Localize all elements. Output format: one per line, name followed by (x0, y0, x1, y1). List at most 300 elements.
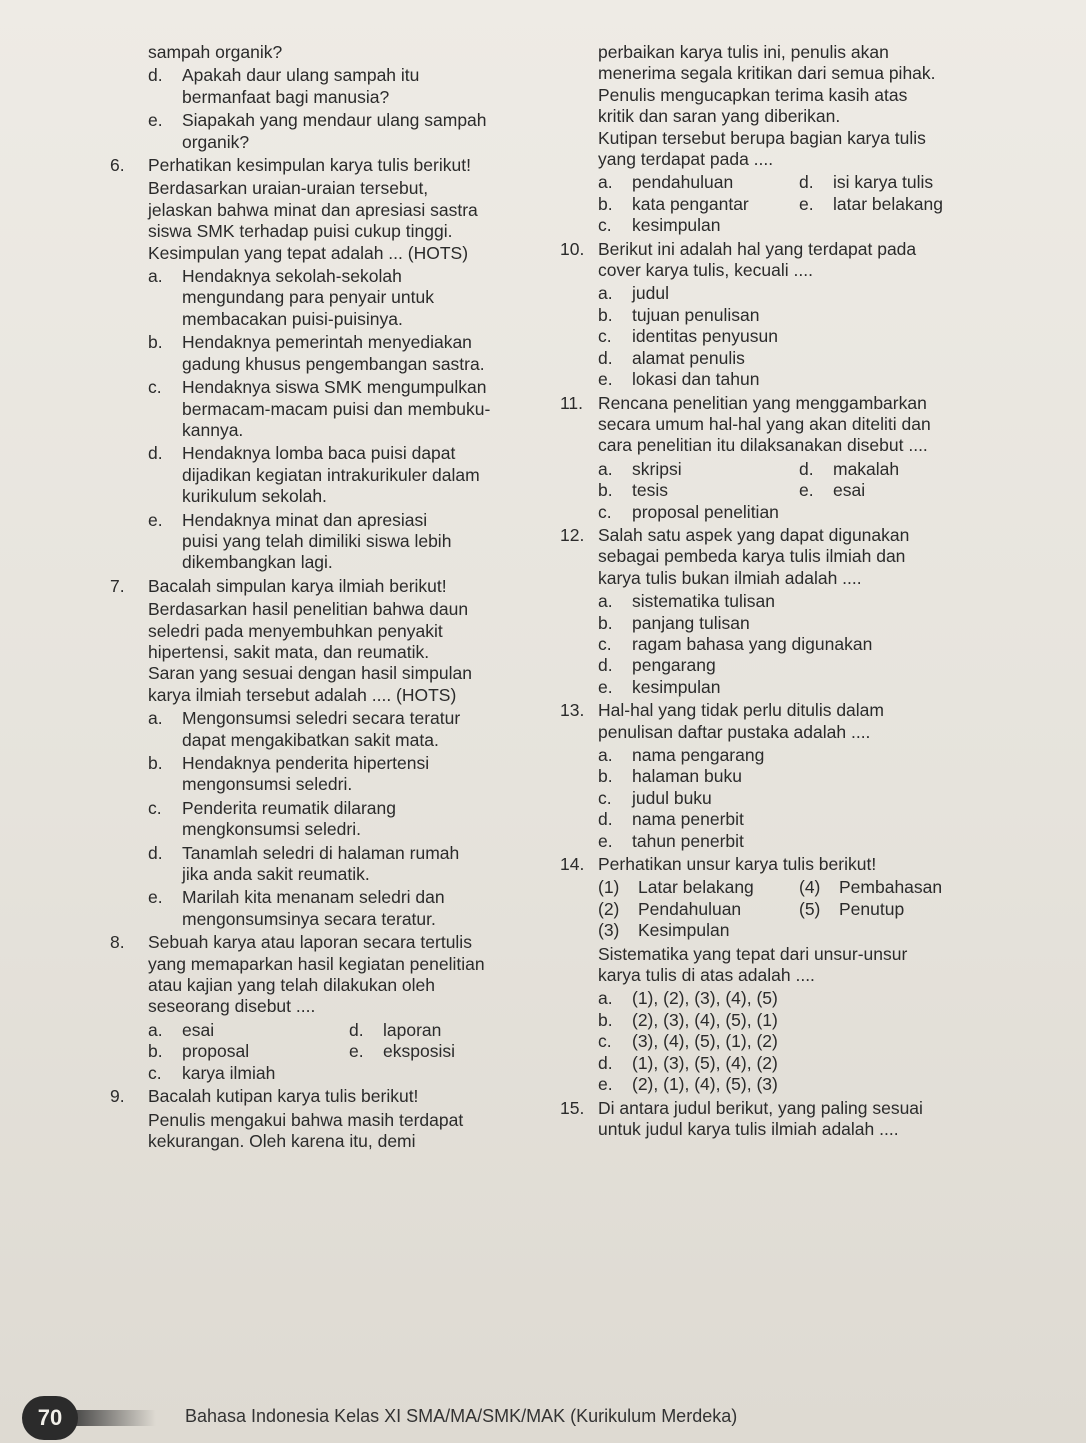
question-text: cover karya tulis, kecuali .... (598, 260, 813, 281)
option-line (598, 1053, 1000, 1074)
option-line (148, 87, 550, 108)
text-line: Penulis mengakui bahwa masih terdapat (148, 1109, 464, 1130)
right-column (560, 42, 1000, 1142)
option-line (148, 798, 550, 819)
block-two (598, 172, 1000, 236)
option-letter: b. (148, 753, 163, 773)
block-opts (598, 988, 1000, 1095)
option-line (148, 753, 550, 774)
option-cell (598, 480, 799, 501)
question-text: atau kajian yang telah dilakukan oleh (148, 975, 436, 996)
block-opt (148, 843, 550, 886)
option-cell (598, 920, 799, 941)
option-letter: a. (148, 266, 163, 287)
option-text: proposal penelitian (632, 501, 779, 522)
question-line (560, 524, 1000, 546)
option-letter: c. (598, 501, 612, 522)
block-opt (148, 110, 550, 153)
option-letter: b. (598, 612, 613, 633)
block-q (560, 524, 1000, 589)
question-line (598, 260, 1000, 281)
option-text: (3), (4), (5), (1), (2) (632, 1031, 778, 1052)
text-line: seledri pada menyembuhkan penyakit (148, 620, 443, 641)
question-number: 10. (560, 238, 585, 259)
page-footer (0, 1396, 1086, 1442)
question-text: penulisan daftar pustaka adalah .... (598, 721, 871, 742)
spacer (560, 1140, 1000, 1142)
option-cell (799, 194, 1000, 215)
question-text: Salah satu aspek yang dapat digunakan (598, 524, 910, 545)
text-line: yang terdapat pada .... (598, 149, 774, 170)
option-text: makalah (833, 458, 900, 479)
option-text: organik? (182, 131, 250, 152)
question-text: sebagai pembeda karya tulis ilmiah dan (598, 546, 906, 567)
text-line: kritik dan saran yang diberikan. (598, 106, 841, 127)
option-text: Hendaknya penderita hipertensi (182, 753, 430, 773)
block-opts (598, 283, 1000, 390)
option-text: (2), (3), (4), (5), (1) (632, 1009, 778, 1030)
question-line (110, 575, 550, 597)
option-text: mengonsumsi seledri. (182, 774, 353, 795)
text-line: karya ilmiah tersebut adalah .... (HOTS) (148, 684, 457, 705)
option-letter: e. (598, 369, 613, 390)
question-text: cara penelitian itu dilaksanakan disebut .... (598, 435, 928, 456)
block-cont (598, 944, 1000, 987)
option-letter: c. (598, 787, 612, 808)
option-line (148, 531, 550, 552)
option-text: karya ilmiah (182, 1062, 276, 1083)
question-line (598, 722, 1000, 743)
option-text: judul buku (632, 787, 712, 808)
option-text: membacakan puisi-puisinya. (182, 308, 403, 329)
option-line (598, 831, 1000, 852)
block-q (560, 238, 1000, 282)
option-line (598, 326, 1000, 347)
option-text: Mengonsumsi seledri secara teratur (182, 708, 461, 729)
option-line (598, 348, 1000, 369)
text-line: Penulis mengucapkan terima kasih atas (598, 84, 908, 105)
option-text: kesimpulan (632, 676, 721, 697)
option-text: dikembangkan lagi. (182, 552, 333, 573)
question-line (148, 996, 550, 1017)
option-line (148, 465, 550, 486)
block-q (110, 1086, 550, 1107)
question-number: 8. (110, 932, 125, 953)
option-text: bermanfaat bagi manusia? (182, 86, 390, 107)
question-text: Sebuah karya atau laporan secara tertulis (148, 932, 472, 953)
option-text: latar belakang (833, 193, 943, 214)
option-cell (349, 1020, 550, 1041)
option-letter: (2) (598, 898, 620, 919)
option-line (148, 708, 550, 729)
option-text: panjang tulisan (632, 612, 750, 633)
option-cell (598, 215, 799, 236)
option-line (598, 1074, 1000, 1095)
option-text: Siapakah yang mendaur ulang sampah (182, 110, 487, 131)
option-text: Tanamlah seledri di halaman rumah (182, 842, 460, 863)
option-cell (799, 459, 1000, 480)
option-line (148, 510, 550, 531)
option-line (598, 634, 1000, 655)
option-text: kannya. (182, 419, 244, 440)
option-line (148, 909, 550, 930)
option-text: (1), (3), (5), (4), (2) (632, 1052, 778, 1073)
question-number: 6. (110, 155, 125, 176)
question-number: 13. (560, 700, 585, 721)
left-column (110, 42, 550, 1154)
block-q (560, 700, 1000, 743)
option-text: laporan (383, 1019, 442, 1040)
option-letter: a. (598, 988, 613, 1009)
option-cell (598, 502, 799, 523)
option-text: Hendaknya pemerintah menyediakan (182, 332, 472, 353)
option-line (148, 332, 550, 353)
option-text: tujuan penulisan (632, 304, 760, 325)
question-line (560, 1097, 1000, 1119)
text-line: Kesimpulan yang tepat adalah ... (HOTS) (148, 242, 469, 263)
footer-bar (66, 1410, 156, 1426)
option-text: puisi yang telah dimiliki siswa lebih (182, 530, 452, 551)
question-line (598, 568, 1000, 589)
text-line: karya tulis di atas adalah .... (598, 965, 815, 986)
option-letter: (1) (598, 877, 620, 898)
question-text: Rencana penelitian yang menggambarkan (598, 392, 927, 413)
question-text: Perhatikan unsur karya tulis berikut! (598, 854, 877, 875)
option-text: (1), (2), (3), (4), (5) (632, 988, 778, 1009)
option-letter: a. (598, 745, 613, 765)
option-text: bermacam-macam puisi dan membuku- (182, 398, 491, 419)
text-line: hipertensi, sakit mata, dan reumatik. (148, 641, 430, 662)
option-text: Apakah daur ulang sampah itu (182, 65, 420, 86)
option-letter: c. (598, 326, 612, 347)
option-letter: a. (148, 1019, 163, 1040)
option-text: ragam bahasa yang digunakan (632, 633, 873, 654)
question-text: Bacalah kutipan karya tulis berikut! (148, 1086, 419, 1107)
question-text: secara umum hal-hal yang akan diteliti dan (598, 413, 931, 434)
option-letter: b. (598, 304, 613, 325)
option-text: tesis (632, 480, 668, 501)
option-letter: e. (598, 676, 613, 697)
option-text: Hendaknya lomba baca puisi dapat (182, 443, 456, 464)
option-line (148, 486, 550, 507)
option-line (598, 655, 1000, 676)
text-line: Berdasarkan hasil penelitian bahwa daun (148, 599, 469, 620)
option-letter: e. (148, 110, 163, 131)
option-text: nama pengarang (632, 745, 765, 765)
question-text: Perhatikan kesimpulan karya tulis berikut! (148, 155, 471, 176)
text-line: sampah organik? (148, 42, 283, 62)
option-letter: d. (148, 65, 163, 86)
option-line (598, 591, 1000, 612)
option-grid (598, 172, 1000, 236)
option-line (148, 266, 550, 287)
text-line: menerima segala kritikan dari semua pihak. (598, 63, 936, 84)
block-cont (148, 1110, 550, 1153)
option-line (598, 988, 1000, 1009)
option-letter: d. (148, 443, 163, 464)
option-text: Penderita reumatik dilarang (182, 797, 397, 818)
question-line (560, 700, 1000, 721)
question-line (560, 392, 1000, 414)
option-line (148, 730, 550, 751)
option-text: sistematika tulisan (632, 591, 775, 612)
option-letter: e. (598, 830, 613, 851)
option-cell (148, 1063, 349, 1084)
option-line (148, 774, 550, 795)
question-number: 12. (560, 524, 585, 545)
option-letter: b. (598, 1009, 613, 1030)
option-text: Marilah kita menanam seledri dan (182, 887, 445, 908)
option-letter: a. (598, 458, 613, 479)
option-letter: e. (799, 480, 814, 501)
option-text: pengarang (632, 655, 716, 676)
question-line (148, 954, 550, 975)
option-text: halaman buku (632, 766, 742, 787)
book-title: Bahasa Indonesia Kelas XI SMA/MA/SMK/MAK (Kurikulum Merdeka) (185, 1406, 738, 1426)
option-text: proposal (182, 1041, 250, 1062)
option-text: mengonsumsinya secara teratur. (182, 908, 436, 929)
text-line: perbaikan karya tulis ini, penulis akan (598, 42, 889, 62)
option-letter: c. (598, 633, 612, 654)
question-line (598, 1119, 1000, 1140)
option-letter: e. (148, 509, 163, 530)
option-letter: d. (598, 809, 613, 830)
block-opts (598, 745, 1000, 852)
option-letter: a. (598, 283, 613, 304)
option-text: (2), (1), (4), (5), (3) (632, 1074, 778, 1095)
block-two (148, 1020, 550, 1084)
question-line (110, 932, 550, 953)
option-text: pendahuluan (632, 172, 734, 193)
option-text: skripsi (632, 458, 682, 479)
question-line (110, 1086, 550, 1107)
block-q (560, 854, 1000, 875)
option-line (148, 65, 550, 86)
block-q (560, 392, 1000, 457)
option-cell (598, 459, 799, 480)
block-opt (148, 266, 550, 330)
question-number: 15. (560, 1097, 585, 1118)
option-text: esai (182, 1019, 215, 1040)
option-letter: e. (799, 193, 814, 214)
block-cont (598, 42, 1000, 170)
block-two (598, 877, 1000, 941)
question-line (148, 975, 550, 996)
block-opt (148, 708, 550, 751)
block-opt (148, 753, 550, 796)
option-letter: d. (799, 172, 814, 193)
option-text: jika anda sakit reumatik. (182, 864, 370, 885)
option-text: nama penerbit (632, 809, 744, 830)
block-opt (148, 887, 550, 930)
option-cell (799, 899, 1000, 920)
option-line (148, 309, 550, 330)
option-line (598, 745, 1000, 766)
question-line (560, 854, 1000, 875)
block-q (110, 155, 550, 176)
option-text: esai (833, 480, 866, 501)
option-line (598, 809, 1000, 830)
option-text: Pembahasan (839, 877, 943, 898)
option-letter: b. (598, 480, 613, 501)
option-line (148, 887, 550, 908)
option-text: Penutup (839, 898, 905, 919)
question-text: seseorang disebut .... (148, 996, 316, 1017)
option-line (148, 354, 550, 375)
option-line (148, 819, 550, 840)
option-line (148, 132, 550, 153)
option-line (598, 305, 1000, 326)
option-line (598, 788, 1000, 809)
option-text: isi karya tulis (833, 172, 934, 193)
option-letter: c. (148, 1062, 162, 1083)
option-letter: (3) (598, 920, 620, 941)
option-text: eksposisi (383, 1041, 455, 1062)
question-text: Berikut ini adalah hal yang terdapat pada (598, 238, 917, 259)
option-line (598, 369, 1000, 390)
option-cell (799, 877, 1000, 898)
option-text: dapat mengakibatkan sakit mata. (182, 729, 439, 750)
option-letter: d. (598, 1052, 613, 1073)
option-letter: d. (148, 842, 163, 863)
question-text: karya tulis bukan ilmiah adalah .... (598, 567, 862, 588)
option-cell (148, 1041, 349, 1062)
question-line (598, 546, 1000, 567)
option-letter: b. (148, 1041, 163, 1062)
question-text: Bacalah simpulan karya ilmiah berikut! (148, 575, 447, 596)
option-letter: a. (598, 591, 613, 612)
option-grid (598, 877, 1000, 941)
question-number: 11. (560, 392, 584, 413)
text-line: jelaskan bahwa minat dan apresiasi sastra (148, 199, 478, 220)
block-q (560, 1097, 1000, 1141)
option-line (148, 864, 550, 885)
option-line (148, 110, 550, 131)
option-text: Pendahuluan (638, 898, 742, 919)
question-text: yang memaparkan hasil kegiatan penelitian (148, 953, 485, 974)
option-letter: e. (148, 887, 163, 908)
option-letter: d. (799, 458, 814, 479)
option-letter: (5) (799, 898, 821, 919)
option-text: Kesimpulan (638, 920, 730, 941)
option-text: tahun penerbit (632, 830, 744, 851)
option-line (148, 377, 550, 398)
option-line (598, 677, 1000, 698)
option-grid (598, 459, 1000, 523)
block-q (110, 932, 550, 1018)
option-text: mengkonsumsi seledri. (182, 819, 361, 840)
option-cell (598, 194, 799, 215)
option-letter: c. (148, 797, 162, 818)
option-text: judul (632, 283, 669, 304)
option-text: dijadikan kegiatan intrakurikuler dalam (182, 464, 480, 485)
question-text: untuk judul karya tulis ilmiah adalah .... (598, 1118, 899, 1139)
text-line: Berdasarkan uraian-uraian tersebut, (148, 178, 429, 199)
option-text: kata pengantar (632, 193, 749, 214)
option-cell (799, 480, 1000, 501)
option-letter: b. (598, 766, 613, 787)
option-letter: (4) (799, 877, 821, 898)
option-cell (799, 172, 1000, 193)
option-line (598, 1010, 1000, 1031)
option-letter: e. (349, 1041, 364, 1062)
option-text: Hendaknya sekolah-sekolah (182, 266, 402, 287)
question-line (598, 435, 1000, 456)
option-line (148, 287, 550, 308)
option-text: kesimpulan (632, 215, 721, 236)
option-line (148, 552, 550, 573)
block-cont (148, 178, 550, 264)
option-text: identitas penyusun (632, 326, 778, 347)
option-cell (148, 1020, 349, 1041)
option-cell (598, 899, 799, 920)
option-line (598, 283, 1000, 304)
option-cell (598, 877, 799, 898)
option-letter: c. (598, 215, 612, 236)
block-opt (148, 798, 550, 841)
option-line (598, 613, 1000, 634)
option-letter: a. (598, 172, 613, 193)
question-number: 9. (110, 1086, 125, 1107)
block-opt (148, 377, 550, 441)
text-line: Kutipan tersebut berupa bagian karya tulis (598, 127, 926, 148)
spacer (110, 1152, 550, 1154)
question-line (110, 155, 550, 176)
option-line (148, 843, 550, 864)
text-line: Saran yang sesuai dengan hasil simpulan (148, 663, 472, 684)
block-opt (148, 510, 550, 574)
option-letter: c. (598, 1031, 612, 1052)
block-cont (148, 599, 550, 706)
option-line (598, 766, 1000, 787)
option-text: Latar belakang (638, 877, 754, 898)
option-grid (148, 1020, 550, 1084)
option-letter: a. (148, 708, 163, 729)
question-number: 7. (110, 575, 125, 596)
block-opt (148, 65, 550, 108)
option-cell (598, 172, 799, 193)
option-letter: d. (598, 655, 613, 676)
option-text: kurikulum sekolah. (182, 486, 327, 507)
block-q (110, 575, 550, 597)
option-text: Hendaknya minat dan apresiasi (182, 509, 428, 530)
question-text: Di antara judul berikut, yang paling sesuai (598, 1097, 923, 1118)
option-letter: b. (148, 332, 163, 353)
option-line (148, 399, 550, 420)
text-line: Sistematika yang tepat dari unsur-unsur (598, 943, 908, 964)
option-cell (349, 1041, 550, 1062)
option-letter: d. (598, 347, 613, 368)
option-text: Hendaknya siswa SMK mengumpulkan (182, 377, 487, 398)
text-line: siswa SMK terhadap puisi cukup tinggi. (148, 221, 453, 242)
option-letter: c. (148, 377, 162, 398)
option-text: gadung khusus pengembangan sastra. (182, 353, 485, 374)
question-line (560, 238, 1000, 260)
option-text: lokasi dan tahun (632, 369, 760, 390)
option-line (598, 1031, 1000, 1052)
option-letter: e. (598, 1074, 613, 1095)
block-opt (148, 443, 550, 507)
option-letter: d. (349, 1019, 364, 1040)
option-line (148, 443, 550, 464)
page-number: 70 (22, 1396, 78, 1440)
block-opts (598, 591, 1000, 698)
block-cont (148, 42, 550, 63)
option-line (148, 420, 550, 441)
option-text: alamat penulis (632, 347, 745, 368)
option-letter: b. (598, 193, 613, 214)
question-text: Hal-hal yang tidak perlu ditulis dalam (598, 700, 884, 721)
